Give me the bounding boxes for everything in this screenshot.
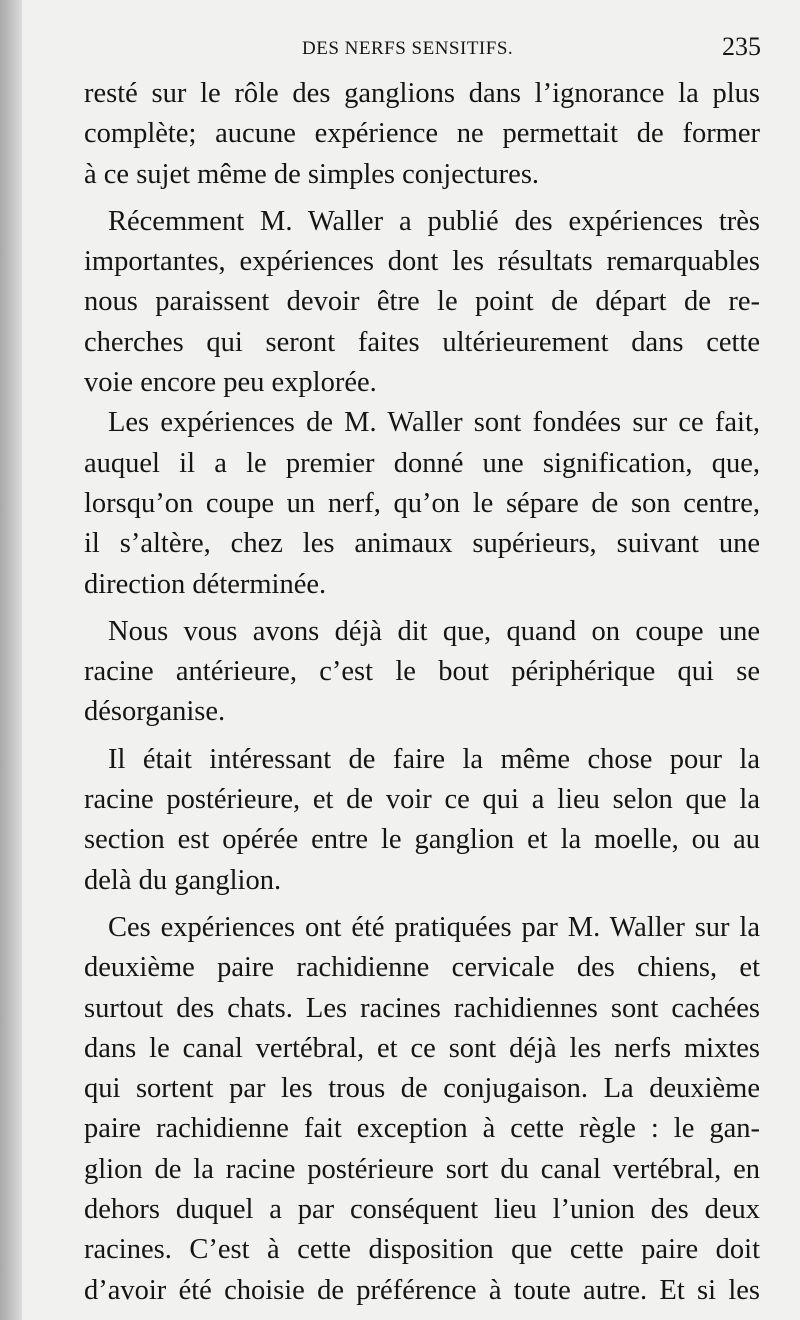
text-line: Il était intéressant de faire la même chose pour la bbox=[108, 743, 760, 775]
text-line: voie encore peu explorée. bbox=[84, 367, 377, 399]
text-line: section est opérée entre le ganglion et la moelle, ou au bbox=[84, 824, 760, 856]
page-number: 235 bbox=[722, 32, 761, 61]
body-text bbox=[84, 74, 760, 1311]
text-line: cherches qui seront faites ultérieurement dans cette bbox=[84, 326, 760, 358]
text-line: Les expériences de M. Waller sont fondées sur ce fait, bbox=[108, 407, 760, 439]
text-line: dans le canal vertébral, et ce sont déjà les nerfs mixtes bbox=[84, 1032, 760, 1064]
text-line: deuxième paire rachidienne cervicale des chiens, et bbox=[84, 952, 760, 984]
text-line: surtout des chats. Les racines rachidiennes sont cachées bbox=[84, 992, 760, 1024]
text-line: dehors duquel a par conséquent lieu l’union des deux bbox=[84, 1194, 760, 1226]
text-line: glion de la racine postérieure sort du canal vertébral, en bbox=[84, 1153, 760, 1185]
text-line: resté sur le rôle des ganglions dans l’ignorance la plus bbox=[84, 78, 760, 109]
text-line: il s’altère, chez les animaux supérieurs, suivant une bbox=[84, 528, 760, 560]
text-line: complète; aucune expérience ne permettait de former bbox=[84, 118, 760, 150]
book-gutter-shadow bbox=[0, 0, 22, 1320]
text-line: auquel il a le premier donné une signification, que, bbox=[84, 447, 760, 479]
text-line: à ce sujet même de simples conjectures. bbox=[84, 158, 540, 190]
text-line: direction déterminée. bbox=[84, 568, 327, 600]
text-line: importantes, expériences dont les résultats remarquables bbox=[84, 246, 760, 278]
text-line: racine antérieure, c’est le bout périphérique qui se bbox=[84, 656, 760, 688]
text-line: racines. C’est à cette disposition que cette paire doit bbox=[84, 1234, 760, 1266]
text-line: delà du ganglion. bbox=[84, 864, 282, 896]
text-line: Nous vous avons déjà dit que, quand on coupe une bbox=[108, 615, 760, 647]
running-header: DES NERFS SENSITIFS. bbox=[302, 38, 514, 59]
text-line: lorsqu’on coupe un nerf, qu’on le sépare de son centre, bbox=[84, 487, 760, 519]
text-line: d’avoir été choisie de préférence à toute autre. Et si les bbox=[84, 1274, 760, 1306]
text-line: paire rachidienne fait exception à cette règle : le gan- bbox=[84, 1113, 760, 1145]
text-line: racine postérieure, et de voir ce qui a lieu selon que la bbox=[84, 784, 760, 816]
text-line: nous paraissent devoir être le point de départ de re- bbox=[84, 286, 760, 318]
text-line: Récemment M. Waller a publié des expériences très bbox=[108, 205, 760, 237]
text-line: qui sortent par les trous de conjugaison. La deuxième bbox=[84, 1073, 760, 1105]
text-line: Ces expériences ont été pratiquées par M. Waller sur la bbox=[108, 911, 760, 943]
text-line: désorganise. bbox=[84, 696, 226, 728]
